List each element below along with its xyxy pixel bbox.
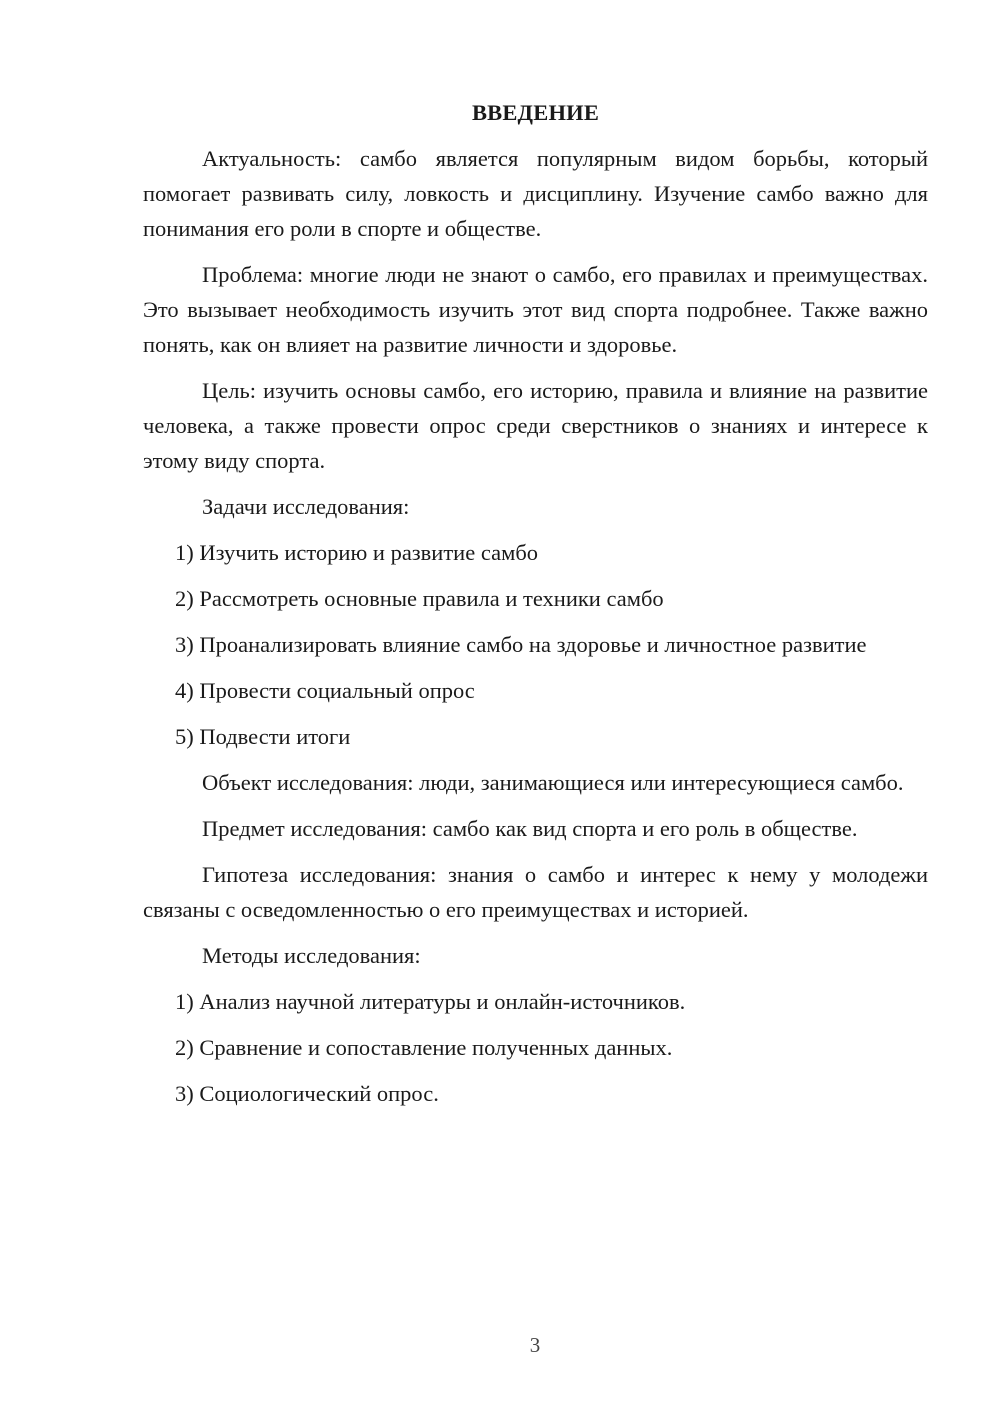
tasks-heading: Задачи исследования: [202, 494, 410, 519]
task-item: 3) Проанализировать влияние самбо на здоровье и личностное развитие [175, 632, 867, 657]
subject-paragraph: Предмет исследования: самбо как вид спорта и его роль в обществе. [202, 816, 858, 841]
methods-heading: Методы исследования: [202, 943, 421, 968]
hypothesis-paragraph: Гипотеза исследования: знания о самбо и интерес к нему у молодежи связаны с осведомленностью о его преимуществах и историей. [143, 862, 928, 922]
method-item: 1) Анализ научной литературы и онлайн-источников. [175, 989, 686, 1014]
task-item: 5) Подвести итоги [175, 724, 351, 749]
problem-paragraph: Проблема: многие люди не знают о самбо, его правилах и преимуществах. Это вызывает необходимость изучить этот вид спорта подробнее. Также важно понять, как он влияет на развитие личности и здоровье. [143, 262, 928, 357]
object-paragraph: Объект исследования: люди, занимающиеся или интересующиеся самбо. [202, 770, 904, 795]
method-item: 2) Сравнение и сопоставление полученных данных. [175, 1035, 673, 1060]
relevance-paragraph: Актуальность: самбо является популярным видом борьбы, который помогает развивать силу, ловкость и дисциплину. Изучение самбо важно для понимания его роли в спорте и обществе. [143, 146, 928, 241]
document-page [143, 95, 928, 1122]
method-item: 3) Социологический опрос. [175, 1081, 439, 1106]
task-item: 1) Изучить историю и развитие самбо [175, 540, 539, 565]
task-item: 2) Рассмотреть основные правила и техники самбо [175, 586, 664, 611]
goal-paragraph: Цель: изучить основы самбо, его историю, правила и влияние на развитие человека, а также провести опрос среди сверстников о знаниях и интересе к этому виду спорта. [143, 378, 928, 473]
section-title: ВВЕДЕНИЕ [471, 100, 600, 125]
page-number: 3 [529, 1333, 541, 1357]
task-item: 4) Провести социальный опрос [175, 678, 475, 703]
